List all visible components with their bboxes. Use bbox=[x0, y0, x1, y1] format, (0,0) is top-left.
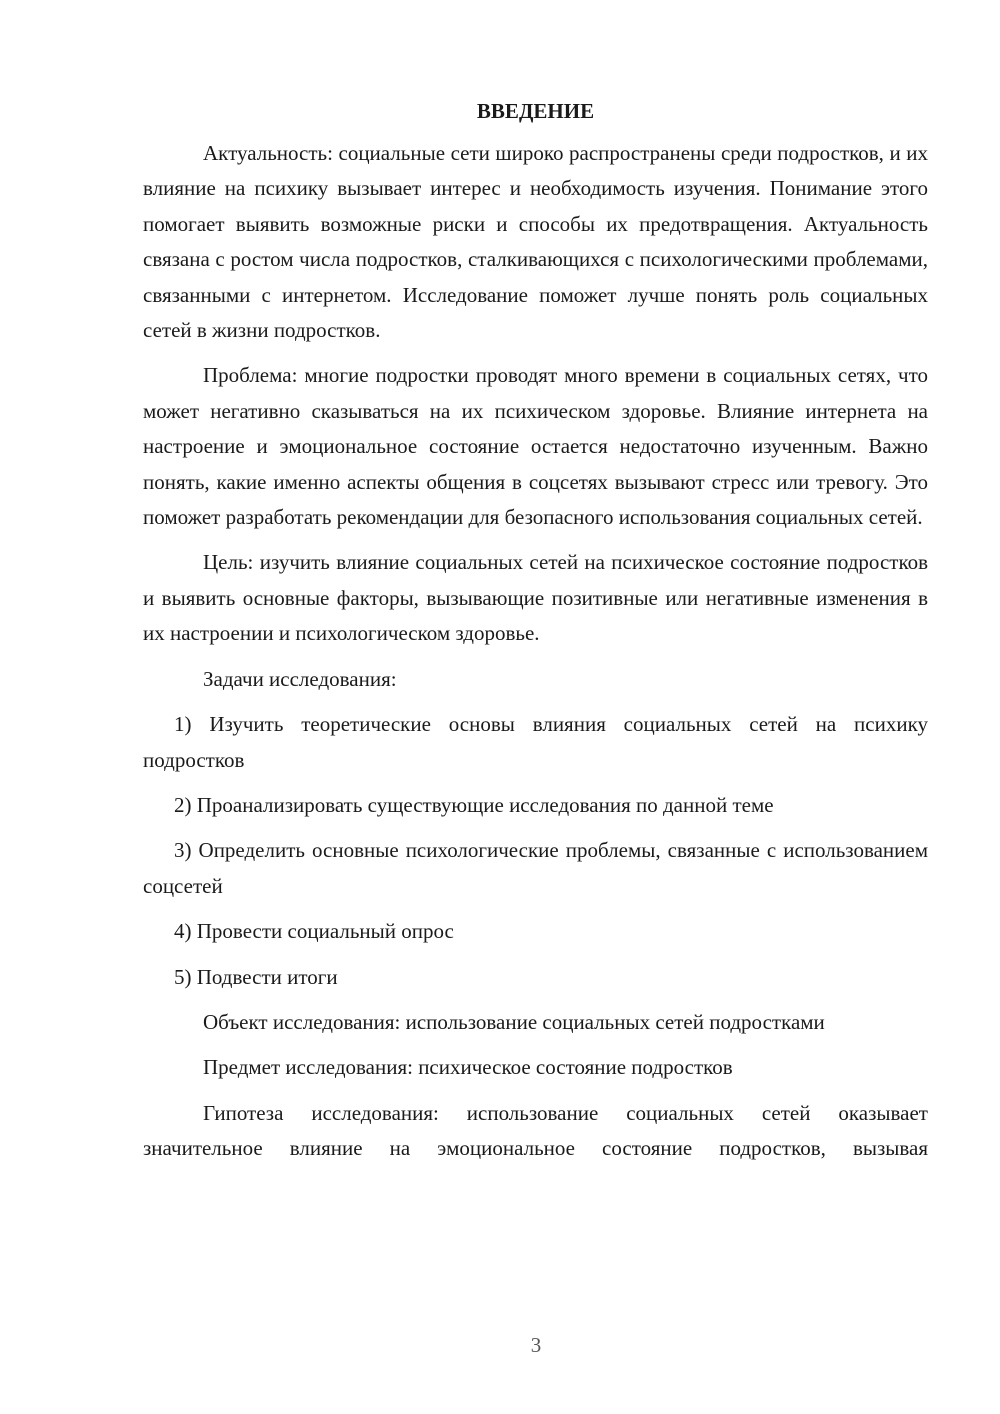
paragraph-problem: Проблема: многие подростки проводят много времени в социальных сетях, что может негативно сказываться на их психическом здоровье. Влияние интернета на настроение и эмоциональное состояние остается недостаточно изученным. Важно понять, какие именно аспекты общения в соцсетях вызывают стресс или тревогу. Это поможет разработать рекомендации для безопасного использования социальных сетей. bbox=[143, 363, 928, 530]
section-title: ВВЕДЕНИЕ bbox=[476, 99, 595, 123]
task-item-4: 4) Провести социальный опрос bbox=[174, 919, 454, 944]
task-item-2: 2) Проанализировать существующие исследования по данной теме bbox=[174, 792, 774, 817]
document-page bbox=[143, 96, 928, 1177]
paragraph-subject: Предмет исследования: психическое состояние подростков bbox=[203, 1055, 733, 1080]
paragraph-object: Объект исследования: использование социальных сетей подростками bbox=[203, 1009, 825, 1034]
task-item-5: 5) Подвести итоги bbox=[174, 964, 338, 989]
paragraph-hypothesis: Гипотеза исследования: использование социальных сетей оказывает значительное влияние на эмоциональное состояние подростков, вызывая bbox=[143, 1100, 928, 1161]
page-number: 3 bbox=[530, 1333, 542, 1357]
paragraph-goal: Цель: изучить влияние социальных сетей на психическое состояние подростков и выявить основные факторы, вызывающие позитивные или негативные изменения в их настроении и психологическом здоровье. bbox=[143, 550, 928, 646]
task-item-3: 3) Определить основные психологические проблемы, связанные с использованием соцсетей bbox=[143, 838, 928, 898]
tasks-heading: Задачи исследования: bbox=[203, 666, 397, 691]
paragraph-relevance: Актуальность: социальные сети широко распространены среди подростков, и их влияние на психику вызывает интерес и необходимость изучения. Понимание этого помогает выявить возможные риски и способы их предотвращения. Актуальность связана с ростом числа подростков, сталкивающихся с психологическими проблемами, связанными с интернетом. Исследование поможет лучше понять роль социальных сетей в жизни подростков. bbox=[143, 141, 928, 343]
task-item-1: 1) Изучить теоретические основы влияния социальных сетей на психику подростков bbox=[143, 712, 928, 772]
